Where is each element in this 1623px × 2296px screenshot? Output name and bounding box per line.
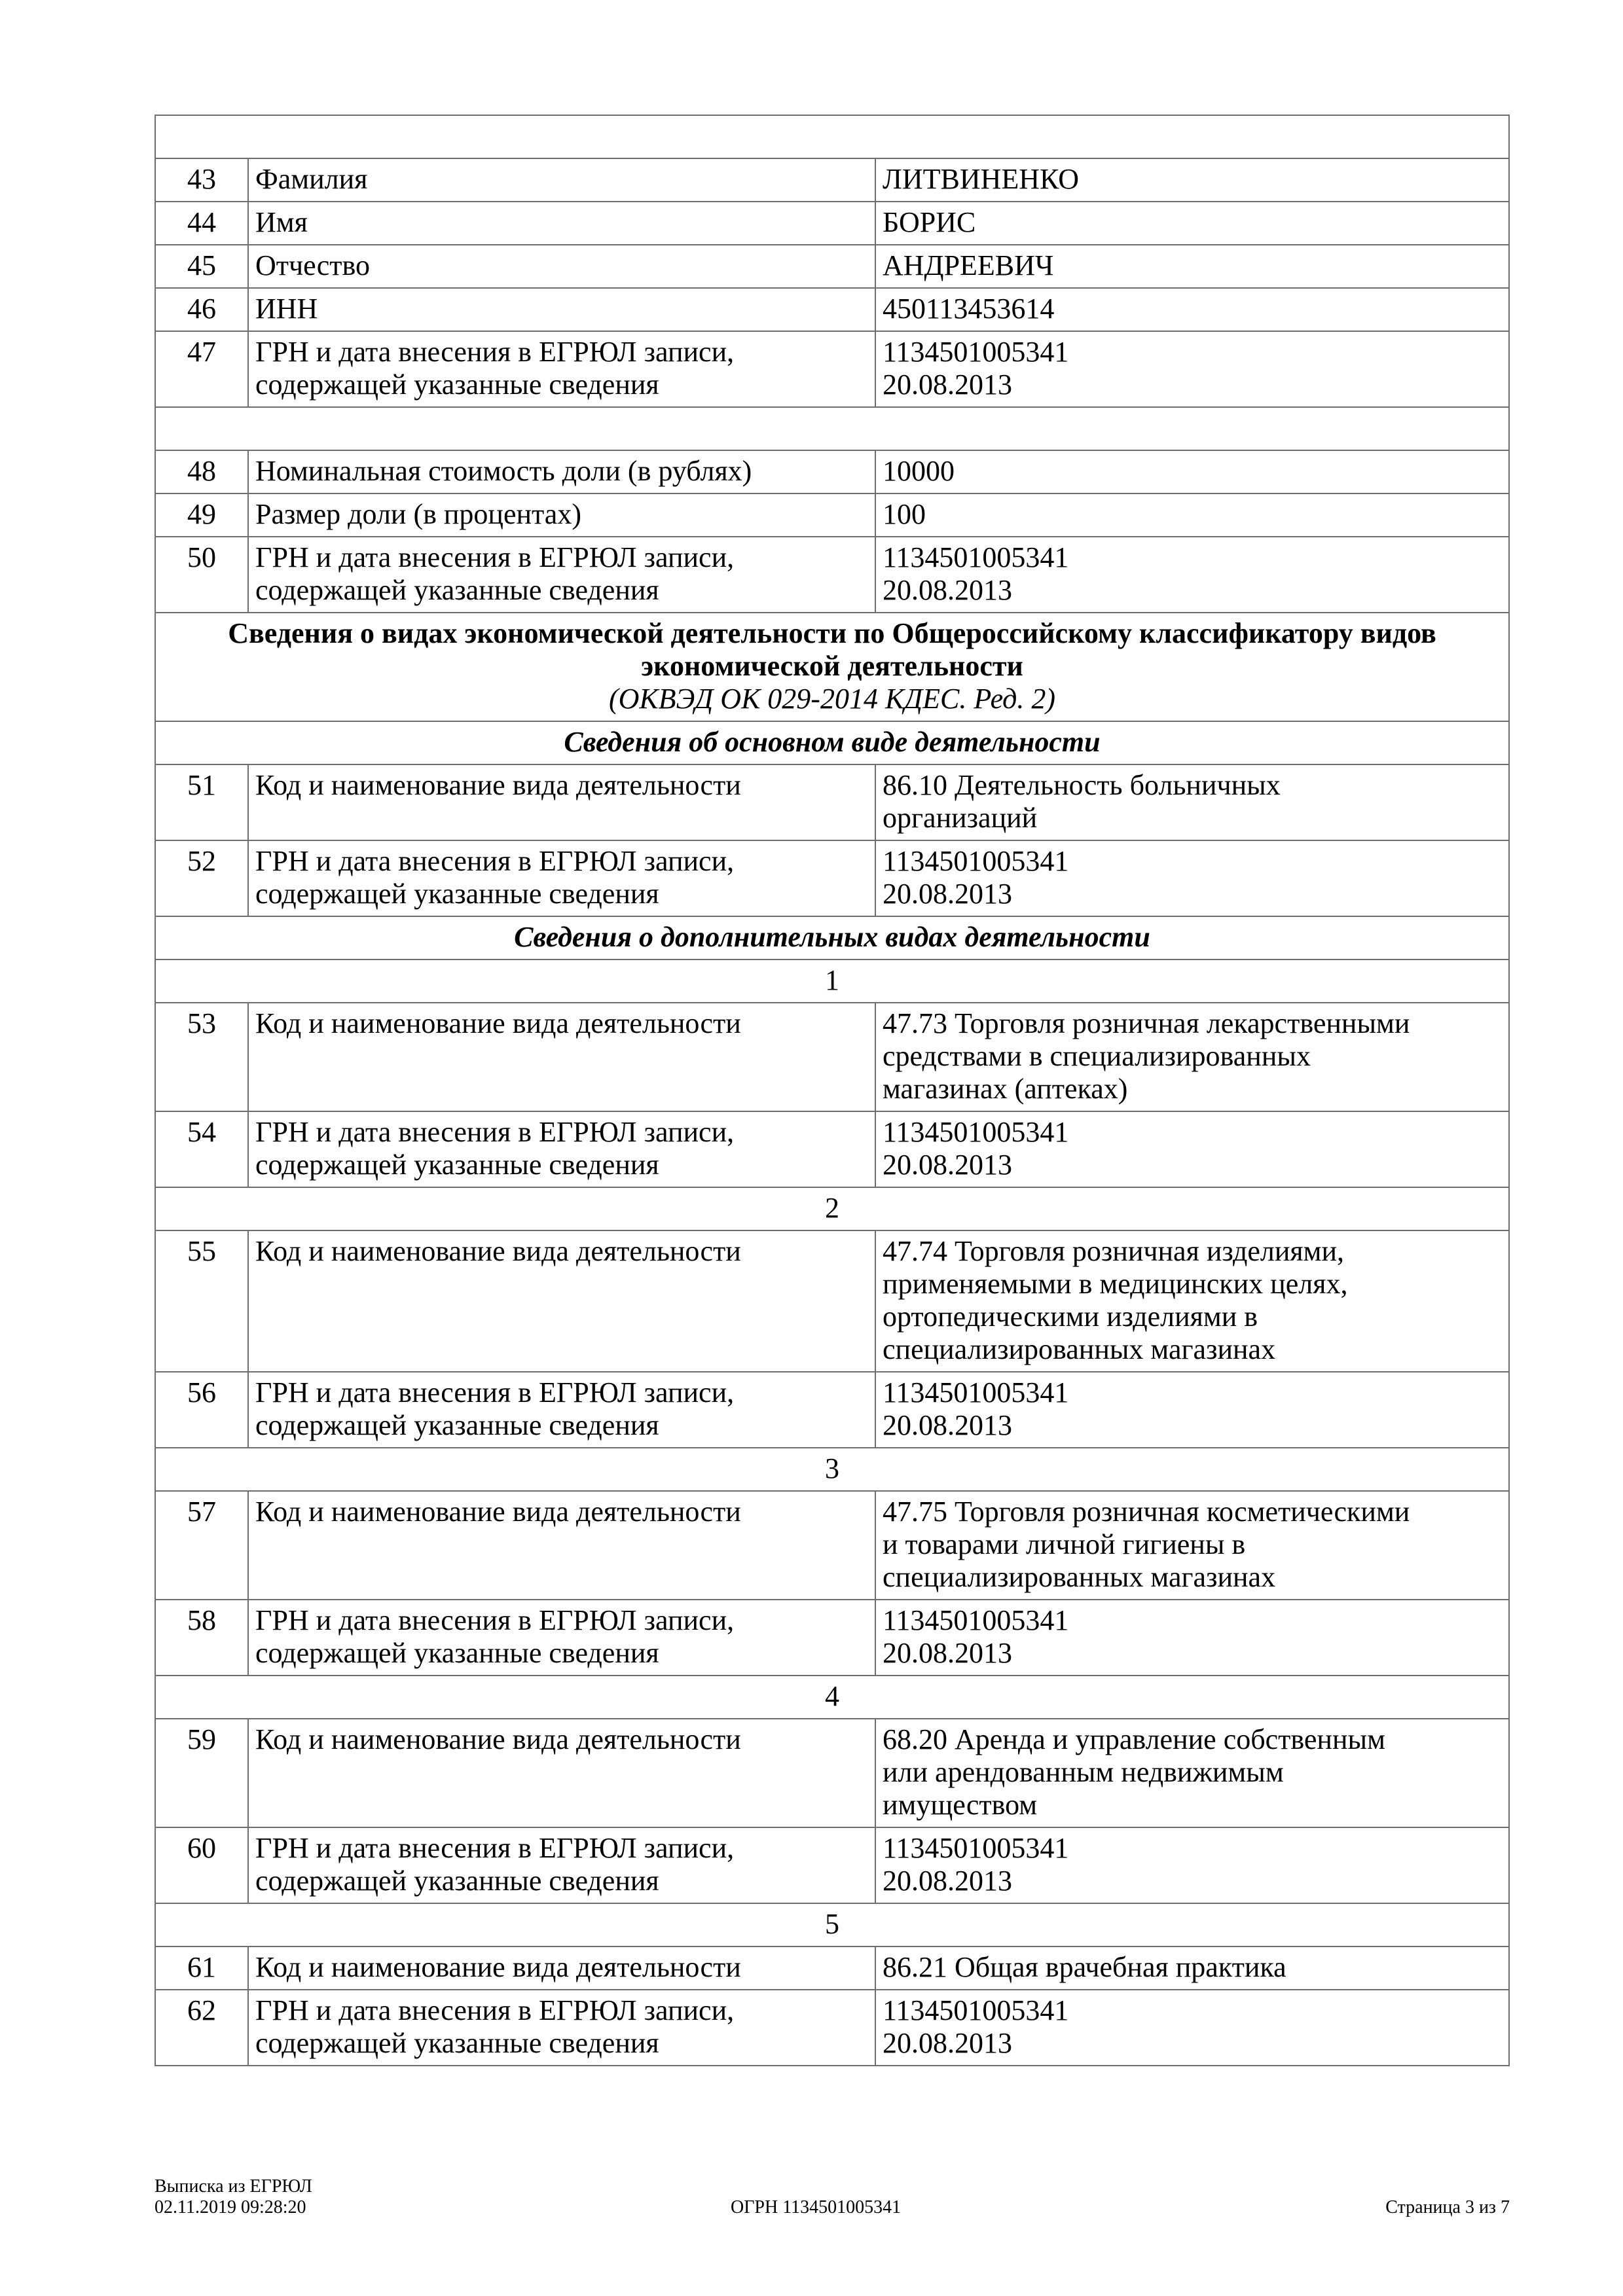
row-value: 100 — [875, 493, 1509, 537]
row-value: 68.20 Аренда и управление собственным или арендованным недвижимым имуществом — [875, 1719, 1509, 1827]
blank-cell — [155, 407, 1509, 450]
table-row — [155, 158, 1509, 202]
row-label: ИНН — [248, 288, 875, 331]
row-number: 46 — [155, 288, 248, 331]
blank-row — [155, 407, 1509, 450]
table-row — [155, 840, 1509, 916]
row-label: Фамилия — [248, 158, 875, 202]
table-row — [155, 1827, 1509, 1903]
row-number: 55 — [155, 1230, 248, 1372]
row-value: 1134501005341 20.08.2013 — [875, 1372, 1509, 1448]
row-number: 57 — [155, 1491, 248, 1600]
row-number: 45 — [155, 245, 248, 288]
page-footer — [155, 2176, 1510, 2222]
row-label: ГРН и дата внесения в ЕГРЮЛ записи, содержащей указанные сведения — [248, 1600, 875, 1676]
row-number: 60 — [155, 1827, 248, 1903]
egrul-table — [155, 115, 1510, 2066]
table-row — [155, 1372, 1509, 1448]
table-row — [155, 202, 1509, 245]
row-label: Код и наименование вида деятельности — [248, 1491, 875, 1600]
extract-page — [155, 115, 1510, 2066]
row-label: Размер доли (в процентах) — [248, 493, 875, 537]
row-number: 52 — [155, 840, 248, 916]
row-label: ГРН и дата внесения в ЕГРЮЛ записи, содержащей указанные сведения — [248, 331, 875, 407]
blank-cell — [155, 115, 1509, 158]
row-label: Код и наименование вида деятельности — [248, 1946, 875, 1990]
activity-group-number-row — [155, 1676, 1509, 1719]
row-label: Отчество — [248, 245, 875, 288]
activity-group-number-row — [155, 1187, 1509, 1230]
additional-activities-heading: Сведения о дополнительных видах деятельности — [155, 916, 1509, 960]
row-label: Код и наименование вида деятельности — [248, 1719, 875, 1827]
table-row — [155, 1003, 1509, 1111]
footer-datetime: 02.11.2019 09:28:20 — [155, 2197, 306, 2217]
row-number: 62 — [155, 1990, 248, 2066]
row-number: 50 — [155, 537, 248, 613]
activity-group-number: 3 — [155, 1448, 1509, 1491]
row-label: Имя — [248, 202, 875, 245]
row-number: 56 — [155, 1372, 248, 1448]
row-label: Код и наименование вида деятельности — [248, 764, 875, 840]
row-value: ЛИТВИНЕНКО — [875, 158, 1509, 202]
row-label: ГРН и дата внесения в ЕГРЮЛ записи, содержащей указанные сведения — [248, 840, 875, 916]
row-value: 1134501005341 20.08.2013 — [875, 537, 1509, 613]
row-value: 450113453614 — [875, 288, 1509, 331]
row-value: 1134501005341 20.08.2013 — [875, 331, 1509, 407]
section-okved-heading-row — [155, 613, 1509, 721]
table-row — [155, 1491, 1509, 1600]
table-row — [155, 764, 1509, 840]
row-label: Код и наименование вида деятельности — [248, 1003, 875, 1111]
row-number: 49 — [155, 493, 248, 537]
activity-group-number: 2 — [155, 1187, 1509, 1230]
row-value: 47.74 Торговля розничная изделиями, применяемыми в медицинских целях, ортопедическими изделиями в специализированных магазинах — [875, 1230, 1509, 1372]
row-number: 44 — [155, 202, 248, 245]
table-row — [155, 1230, 1509, 1372]
row-number: 61 — [155, 1946, 248, 1990]
section-okved-title: Сведения о видах экономической деятельности по Общероссийскому классификатору видов экономической деятельности — [228, 617, 1436, 682]
activity-group-number: 5 — [155, 1903, 1509, 1946]
main-activity-heading-row — [155, 721, 1509, 764]
table-row — [155, 1946, 1509, 1990]
table-row — [155, 493, 1509, 537]
main-activity-heading: Сведения об основном виде деятельности — [155, 721, 1509, 764]
row-value: 1134501005341 20.08.2013 — [875, 1827, 1509, 1903]
row-value: БОРИС — [875, 202, 1509, 245]
row-number: 54 — [155, 1111, 248, 1187]
row-number: 53 — [155, 1003, 248, 1111]
row-label: Номинальная стоимость доли (в рублях) — [248, 450, 875, 493]
row-label: ГРН и дата внесения в ЕГРЮЛ записи, содержащей указанные сведения — [248, 1990, 875, 2066]
footer-doc-name: Выписка из ЕГРЮЛ — [155, 2176, 312, 2197]
row-label: Код и наименование вида деятельности — [248, 1230, 875, 1372]
activity-group-number: 4 — [155, 1676, 1509, 1719]
row-value: 1134501005341 20.08.2013 — [875, 840, 1509, 916]
row-label: ГРН и дата внесения в ЕГРЮЛ записи, содержащей указанные сведения — [248, 537, 875, 613]
table-row — [155, 1990, 1509, 2066]
activity-group-number-row — [155, 1903, 1509, 1946]
row-value: 1134501005341 20.08.2013 — [875, 1111, 1509, 1187]
table-row — [155, 1111, 1509, 1187]
row-value: 1134501005341 20.08.2013 — [875, 1600, 1509, 1676]
row-number: 59 — [155, 1719, 248, 1827]
section-okved-subtitle: (ОКВЭД ОК 029-2014 КДЕС. Ред. 2) — [608, 683, 1056, 715]
table-row — [155, 450, 1509, 493]
activity-group-number: 1 — [155, 960, 1509, 1003]
row-label: ГРН и дата внесения в ЕГРЮЛ записи, содержащей указанные сведения — [248, 1372, 875, 1448]
row-number: 51 — [155, 764, 248, 840]
footer-left — [155, 2176, 312, 2218]
table-row — [155, 288, 1509, 331]
row-label: ГРН и дата внесения в ЕГРЮЛ записи, содержащей указанные сведения — [248, 1827, 875, 1903]
row-number: 48 — [155, 450, 248, 493]
table-row — [155, 1719, 1509, 1827]
table-row — [155, 1600, 1509, 1676]
row-value: 47.73 Торговля розничная лекарственными средствами в специализированных магазинах (аптеках) — [875, 1003, 1509, 1111]
table-row — [155, 537, 1509, 613]
table-row — [155, 331, 1509, 407]
row-value: 1134501005341 20.08.2013 — [875, 1990, 1509, 2066]
blank-row — [155, 115, 1509, 158]
row-value: 86.10 Деятельность больничных организаций — [875, 764, 1509, 840]
row-value: 86.21 Общая врачебная практика — [875, 1946, 1509, 1990]
row-number: 47 — [155, 331, 248, 407]
row-value: 47.75 Торговля розничная косметическими и товарами личной гигиены в специализированных магазинах — [875, 1491, 1509, 1600]
row-value: 10000 — [875, 450, 1509, 493]
row-number: 43 — [155, 158, 248, 202]
section-okved-heading — [155, 613, 1509, 721]
activity-group-number-row — [155, 1448, 1509, 1491]
table-row — [155, 245, 1509, 288]
row-label: ГРН и дата внесения в ЕГРЮЛ записи, содержащей указанные сведения — [248, 1111, 875, 1187]
footer-ogrn: ОГРН 1134501005341 — [731, 2197, 902, 2217]
egrul-table-body — [155, 115, 1509, 2066]
footer-page-number: Страница 3 из 7 — [1385, 2197, 1510, 2217]
row-value: АНДРЕЕВИЧ — [875, 245, 1509, 288]
activity-group-number-row — [155, 960, 1509, 1003]
row-number: 58 — [155, 1600, 248, 1676]
additional-activities-heading-row — [155, 916, 1509, 960]
